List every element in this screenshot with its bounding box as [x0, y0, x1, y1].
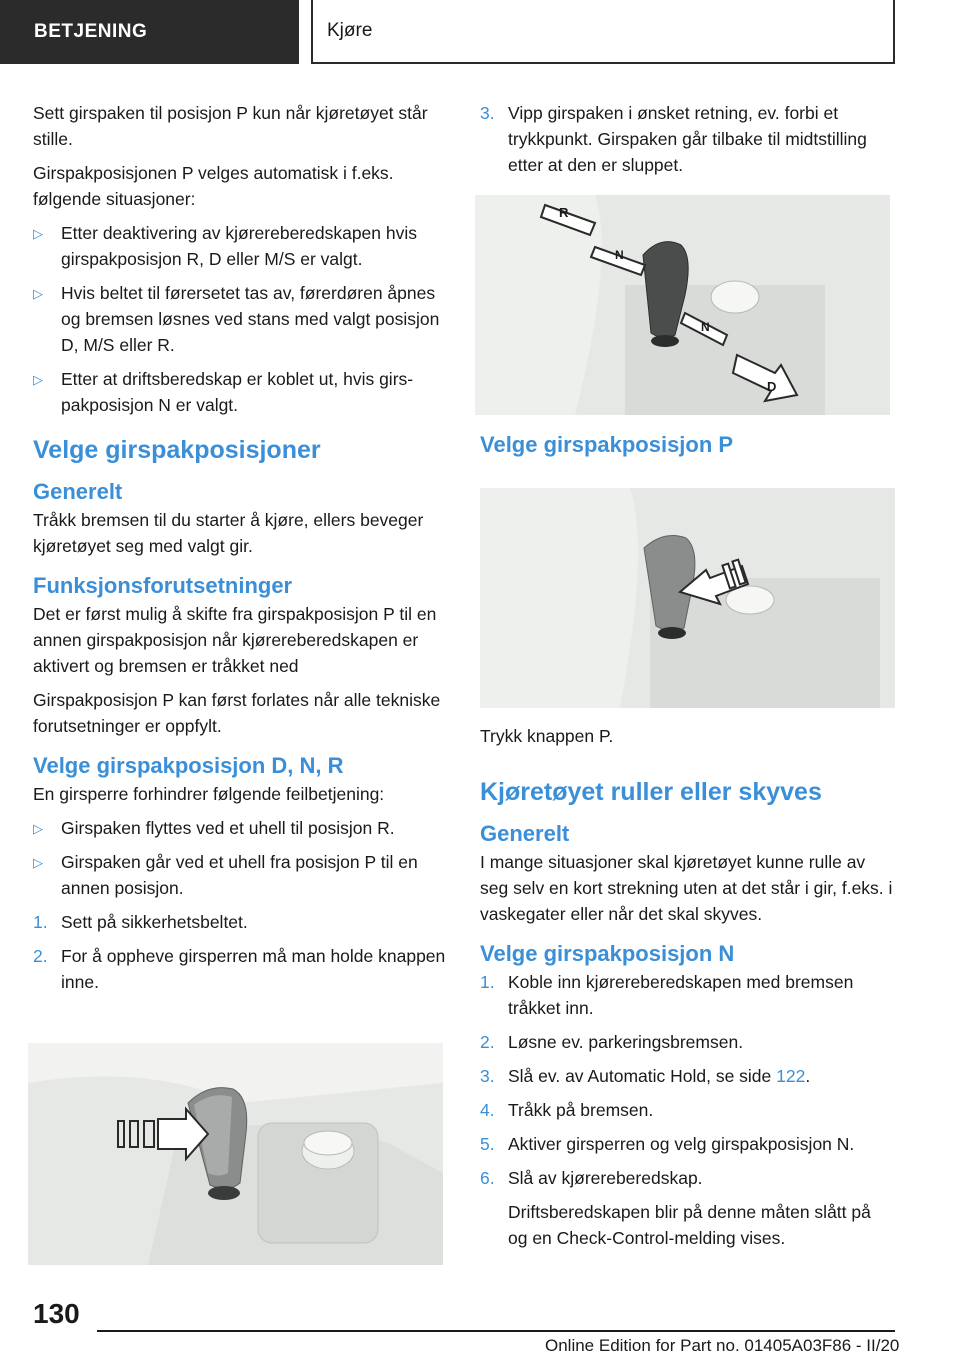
bullet-list — [33, 815, 446, 901]
right-lower-section — [480, 768, 895, 1259]
subsection-heading: Velge girspakposisjon P — [480, 432, 734, 457]
page-header — [0, 0, 960, 66]
paragraph: Girspakposisjon P kan først forlates når alle tekniske forutsetninger er oppfylt. — [33, 690, 441, 736]
list-item: ▷ Girspaken flyttes ved et uhell til posisjon R. — [33, 815, 446, 841]
right-column — [480, 100, 895, 186]
step-item: 2. For å oppheve girsperren må man holde knappen inne. — [33, 946, 446, 992]
gear-lever-illustration — [28, 1043, 443, 1265]
step-list — [480, 100, 895, 178]
section-heading: Kjøretøyet ruller eller skyves — [480, 778, 822, 806]
step-item: 3. Slå ev. av Automatic Hold, se side 122. — [480, 1066, 811, 1086]
page-reference-link[interactable]: 122 — [776, 1066, 806, 1086]
paragraph: Tråkk bremsen til du starter å kjøre, ellers beveger kjøretøyet seg med valgt gir. — [33, 510, 424, 556]
park-button-illustration — [480, 488, 895, 708]
subsection-heading: Generelt — [480, 821, 570, 846]
step-item: 3. Vipp girspaken i ønsket retning, ev. forbi et trykkpunkt. Girspaken går tilbake til midtstilling etter at den er sluppet. — [480, 103, 867, 175]
bullet-list — [33, 220, 446, 418]
subsection-heading: Generelt — [33, 479, 123, 504]
step-item: 5. Aktiver girsperren og velg girspakposisjon N. — [480, 1134, 855, 1154]
step-list — [480, 969, 895, 1191]
paragraph: En girsperre forhindrer følgende feilbetjening: — [33, 784, 385, 804]
list-item: ▷ Etter deaktivering av kjørereberedskapen hvis girspakposisjon R, D eller M/S er valgt. — [33, 223, 418, 269]
paragraph: Sett girspaken til posisjon P kun når kjøretøyet står stille. — [33, 103, 428, 149]
footer-divider — [97, 1330, 895, 1332]
paragraph: Det er først mulig å skifte fra girspakposisjon P til en annen girspakposisjon når kjørereberedskapen er aktivert og bremsen er tråkket ned — [33, 604, 437, 676]
gear-label-n: N — [615, 248, 624, 262]
gear-label-n: N — [701, 320, 710, 334]
page-number: 130 — [33, 1298, 80, 1329]
left-column — [33, 100, 446, 1003]
gear-lever-directions-illustration — [475, 195, 890, 415]
paragraph: Trykk knappen P. — [480, 726, 614, 746]
paragraph: I mange situasjoner skal kjøretøyet kunne rulle av seg selv en kort strekning uten at det står i gir, f.eks. i vaskegater eller når det skal skyves. — [480, 852, 893, 924]
step-item: 1. Koble inn kjørereberedskapen med bremsen tråkket inn. — [480, 972, 854, 1018]
list-item: ▷ Girspaken går ved et uhell fra posisjon P til en annen posisjon. — [33, 852, 418, 898]
section-heading: Velge girspakposisjoner — [33, 436, 321, 464]
triangle-bullet-icon: ▷ — [33, 855, 43, 870]
gear-label-d: D — [767, 379, 777, 394]
triangle-bullet-icon: ▷ — [33, 226, 43, 241]
triangle-bullet-icon: ▷ — [33, 372, 43, 387]
section-title: BETJENING — [0, 0, 299, 64]
chapter-title: Kjøre — [311, 0, 895, 64]
gear-lever-directions-figure — [475, 195, 890, 415]
park-button-figure — [480, 488, 895, 708]
edition-note: Online Edition for Part no. 01405A03F86 - II/20 — [545, 1336, 900, 1355]
subsection-heading: Funksjonsforutsetninger — [33, 573, 293, 598]
triangle-bullet-icon: ▷ — [33, 286, 43, 301]
step-list — [33, 909, 446, 995]
subsection-heading: Velge girspakposisjon D, N, R — [33, 753, 344, 778]
gear-label-r: R — [559, 205, 569, 220]
step-note: Driftsberedskapen blir på denne måten slått på og en Check-Control-melding vises. — [508, 1202, 871, 1248]
subsection-heading: Velge girspakposisjon N — [480, 941, 735, 966]
step-item: 1. Sett på sikkerhetsbeltet. — [33, 912, 248, 932]
list-item: ▷ Hvis beltet til førersetet tas av, førerdøren åpnes og bremsen løsnes ved stans med valgt posisjon D, M/S eller R. — [33, 283, 440, 355]
paragraph: Girspakposisjonen P velges automatisk i f.eks. følgende situasjoner: — [33, 163, 394, 209]
step-item: 2. Løsne ev. parkeringsbremsen. — [480, 1032, 744, 1052]
step-item: 6. Slå av kjørereberedskap. — [480, 1168, 703, 1188]
list-item: ▷ Etter at driftsberedskap er koblet ut, hvis girspakposisjon N er valgt. — [33, 369, 414, 415]
gear-lever-unlock-figure — [28, 1043, 443, 1265]
triangle-bullet-icon: ▷ — [33, 821, 43, 836]
step-item: 4. Tråkk på bremsen. — [480, 1100, 654, 1120]
